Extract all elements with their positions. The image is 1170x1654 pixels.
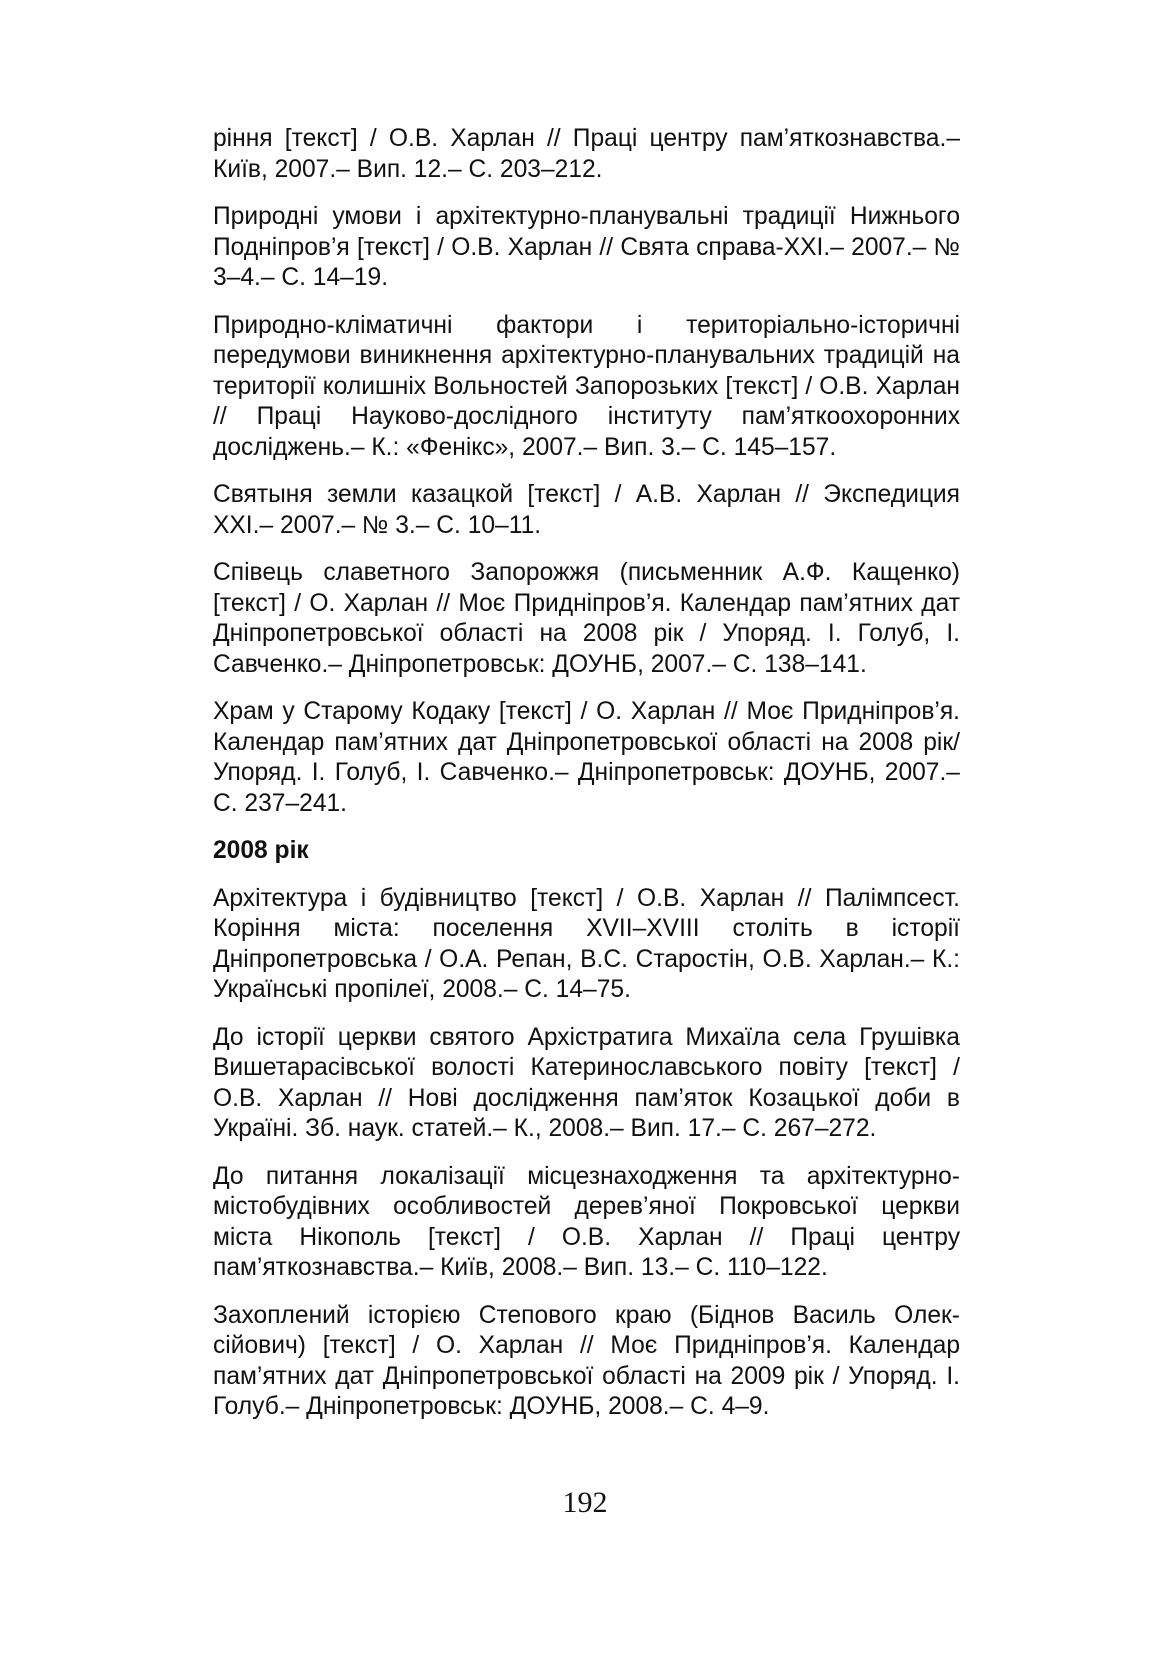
bibliography-entry: Святыня земли казацкой [текст] / А.В. Харлан // Экспедиция XXI.– 2007.– № 3.– С. 10–11.: [213, 481, 960, 539]
bibliography-entry: Співець славетного Запорожжя (письменник А.Ф. Кащенко) [текст] / О. Харлан // Моє Придніпров’я. Календар пам’ятних дат Дніпропетровської області на 2008 рік / Упоряд. І. Голуб, І. Савченко.– Дніпропетровськ: ДОУНБ, 2007.– С. 138–141.: [213, 559, 960, 678]
bibliography-entry: ріння [текст] / О.В. Харлан // Праці центру пам’яткознавства.– Київ, 2007.– Вип. 12.– С. 203–212.: [213, 125, 960, 183]
bibliography-entry: Захоплений історією Степового краю (Біднов Василь Олексійович) [текст] / О. Харлан // Моє Придніпров’я. Календар пам’ятних дат Дніпропетровської області на 2009 рік / Упоряд. І. Голуб.– Дніпропетровськ: ДОУНБ, 2008.– С. 4–9.: [213, 1301, 960, 1420]
section-heading: 2008 рік: [213, 837, 309, 864]
bibliography-entry: Природні умови і архітектурно-планувальні традиції Нижнього Подніпров’я [текст] / О.В. Харлан // Свята справа-XXI.– 2007.– № 3–4.– С. 14–19.: [213, 203, 960, 291]
bibliography-entry: Природно-кліматичні фактори і територіально-історичні передумови виникнення архітектурно-планувальних традицій на території колишніх Вольностей Запорозьких [текст] / О.В. Харлан // Праці Науково-дослідного інституту пам’яткоохоронних досліджень.– К.: «Фенікс», 2007.– Вип. 3.– С. 145–157.: [213, 311, 960, 461]
page-number: 192: [562, 1486, 608, 1519]
bibliography-entry: Храм у Старому Кодаку [текст] / О. Харлан // Моє Придніпров’я. Календар пам’ятних дат Дніпропетровської області на 2008 рік/ Упоряд. І. Голуб, І. Савченко.– Дніпропетровськ: ДОУНБ, 2007.– С. 237–241.: [213, 698, 960, 817]
page-body: [213, 124, 960, 1440]
bibliography-entry: До історії церкви святого Архістратига Михаїла села Грушівка Вишетарасівської волості Катеринославського повіту [текст] / О.В. Харлан // Нові дослідження пам’яток Козацької доби в Україні. Зб. наук. статей.– К., 2008.– Вип. 17.– С. 267–272.: [213, 1023, 960, 1142]
bibliography-entry: До питання локалізації місцезнаходження та архітектурно-містобудівних особливостей дерев’яної Покровської церкви міста Нікополь [текст] / О.В. Харлан // Праці центру пам’яткознавства.– Київ, 2008.– Вип. 13.– С. 110–122.: [213, 1162, 960, 1281]
bibliography-entry: Архітектура і будівництво [текст] / О.В. Харлан // Палімпсест. Коріння міста: поселення XVII–XVIII століть в історії Дніпропетровська / О.А. Репан, В.С. Старостін, О.В. Харлан.– К.: Українські пропілеї, 2008.– С. 14–75.: [213, 884, 960, 1003]
